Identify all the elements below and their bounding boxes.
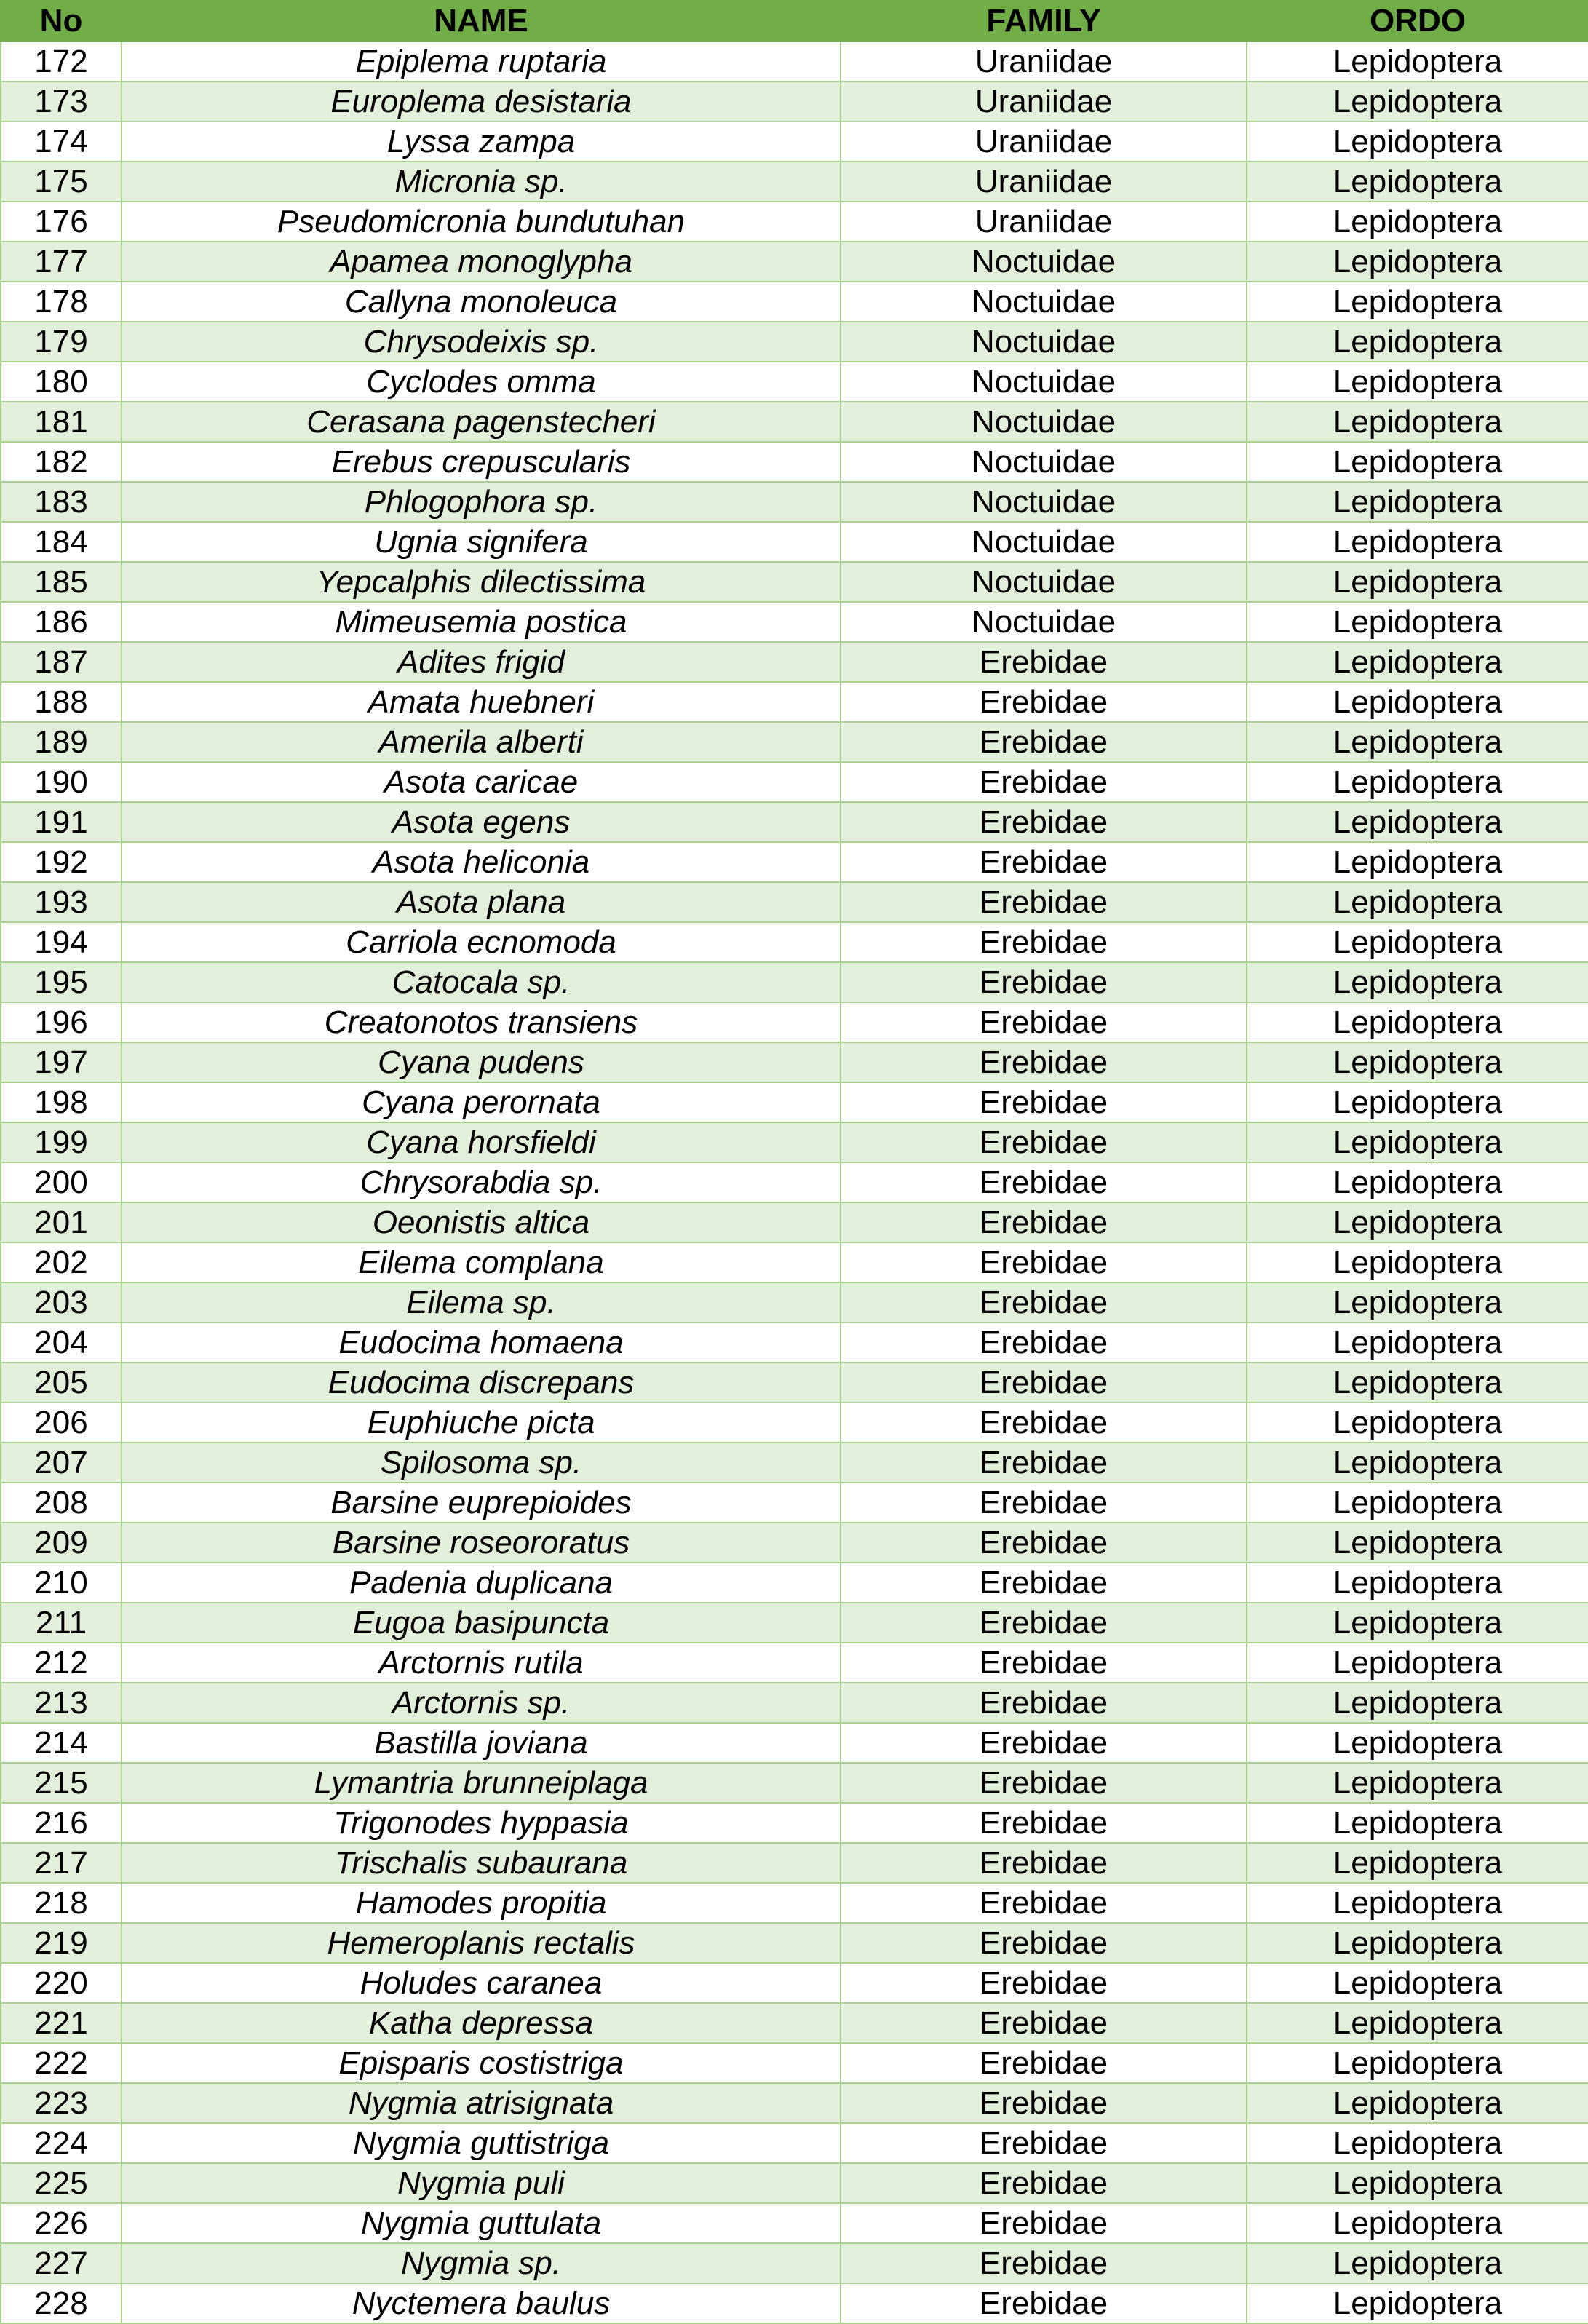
cell-name: Hemeroplanis rectalis [122,1923,841,1963]
cell-family: Erebidae [841,1282,1247,1322]
table-row [1,1202,1588,1242]
cell-no: 200 [1,1162,122,1202]
cell-family: Erebidae [841,1322,1247,1363]
cell-no: 198 [1,1082,122,1122]
table-row [1,2203,1588,2243]
table-row [1,1683,1588,1723]
table-row [1,2003,1588,2043]
table-body [1,41,1588,2323]
cell-no: 193 [1,882,122,922]
cell-family: Erebidae [841,1122,1247,1162]
cell-ordo: Lepidoptera [1247,1603,1588,1643]
cell-family: Erebidae [841,1162,1247,1202]
cell-family: Erebidae [841,1683,1247,1723]
cell-no: 215 [1,1763,122,1803]
cell-family: Erebidae [841,842,1247,882]
cell-family: Noctuidae [841,362,1247,402]
cell-name: Mimeusemia postica [122,602,841,642]
table-row [1,722,1588,762]
cell-no: 189 [1,722,122,762]
cell-family: Erebidae [841,2003,1247,2043]
cell-ordo: Lepidoptera [1247,1282,1588,1322]
cell-name: Padenia duplicana [122,1563,841,1603]
table-row [1,922,1588,962]
cell-name: Eudocima homaena [122,1322,841,1363]
cell-family: Erebidae [841,762,1247,802]
header-ordo: ORDO [1247,1,1588,41]
cell-name: Cyclodes omma [122,362,841,402]
cell-ordo: Lepidoptera [1247,1963,1588,2003]
cell-ordo: Lepidoptera [1247,2123,1588,2163]
cell-name: Nyctemera baulus [122,2283,841,2323]
cell-family: Erebidae [841,1963,1247,2003]
header-row [1,1,1588,41]
cell-ordo: Lepidoptera [1247,2163,1588,2203]
cell-family: Erebidae [841,1363,1247,1403]
cell-family: Erebidae [841,682,1247,722]
cell-name: Yepcalphis dilectissima [122,562,841,602]
cell-ordo: Lepidoptera [1247,162,1588,202]
cell-no: 226 [1,2203,122,2243]
table-row [1,1443,1588,1483]
table-row [1,962,1588,1002]
cell-name: Lyssa zampa [122,122,841,162]
cell-name: Pseudomicronia bundutuhan [122,202,841,242]
cell-ordo: Lepidoptera [1247,2003,1588,2043]
cell-family: Noctuidae [841,482,1247,522]
cell-family: Erebidae [841,722,1247,762]
cell-no: 190 [1,762,122,802]
cell-ordo: Lepidoptera [1247,1122,1588,1162]
cell-family: Erebidae [841,1002,1247,1042]
table-row [1,1643,1588,1683]
cell-no: 182 [1,442,122,482]
cell-family: Erebidae [841,2283,1247,2323]
cell-name: Chrysorabdia sp. [122,1162,841,1202]
cell-no: 204 [1,1322,122,1363]
header-name: NAME [122,1,841,41]
table-row [1,1603,1588,1643]
cell-no: 217 [1,1843,122,1883]
table-row [1,1282,1588,1322]
cell-name: Arctornis sp. [122,1683,841,1723]
table-row [1,562,1588,602]
cell-no: 228 [1,2283,122,2323]
table-row [1,1723,1588,1763]
cell-ordo: Lepidoptera [1247,882,1588,922]
cell-family: Noctuidae [841,322,1247,362]
cell-ordo: Lepidoptera [1247,41,1588,82]
table-row [1,1523,1588,1563]
cell-family: Erebidae [841,1603,1247,1643]
cell-family: Erebidae [841,1563,1247,1603]
cell-family: Erebidae [841,1202,1247,1242]
cell-no: 178 [1,282,122,322]
cell-family: Erebidae [841,802,1247,842]
cell-no: 173 [1,82,122,122]
cell-no: 195 [1,962,122,1002]
cell-name: Eudocima discrepans [122,1363,841,1403]
cell-ordo: Lepidoptera [1247,282,1588,322]
table-row [1,1963,1588,2003]
cell-no: 183 [1,482,122,522]
table-row [1,682,1588,722]
cell-ordo: Lepidoptera [1247,842,1588,882]
cell-ordo: Lepidoptera [1247,1643,1588,1683]
cell-name: Ugnia signifera [122,522,841,562]
cell-family: Noctuidae [841,562,1247,602]
cell-name: Erebus crepuscularis [122,442,841,482]
cell-name: Cyana horsfieldi [122,1122,841,1162]
table-row [1,41,1588,82]
cell-no: 192 [1,842,122,882]
cell-no: 201 [1,1202,122,1242]
table-row [1,1483,1588,1523]
cell-family: Erebidae [841,1843,1247,1883]
cell-no: 187 [1,642,122,682]
cell-ordo: Lepidoptera [1247,602,1588,642]
cell-ordo: Lepidoptera [1247,122,1588,162]
cell-no: 177 [1,242,122,282]
cell-no: 207 [1,1443,122,1483]
cell-family: Noctuidae [841,522,1247,562]
cell-no: 202 [1,1242,122,1282]
cell-family: Erebidae [841,1443,1247,1483]
cell-family: Uraniidae [841,202,1247,242]
cell-ordo: Lepidoptera [1247,1563,1588,1603]
table-row [1,2083,1588,2123]
cell-family: Erebidae [841,642,1247,682]
cell-no: 211 [1,1603,122,1643]
cell-ordo: Lepidoptera [1247,922,1588,962]
table-row [1,1563,1588,1603]
cell-ordo: Lepidoptera [1247,722,1588,762]
cell-family: Erebidae [841,2043,1247,2083]
cell-name: Micronia sp. [122,162,841,202]
table-row [1,82,1588,122]
cell-ordo: Lepidoptera [1247,82,1588,122]
cell-no: 175 [1,162,122,202]
cell-name: Asota plana [122,882,841,922]
cell-family: Erebidae [841,1923,1247,1963]
cell-family: Erebidae [841,2123,1247,2163]
cell-name: Europlema desistaria [122,82,841,122]
cell-name: Cyana pudens [122,1042,841,1082]
table-row [1,1122,1588,1162]
cell-family: Uraniidae [841,122,1247,162]
cell-name: Cerasana pagenstecheri [122,402,841,442]
table-row [1,122,1588,162]
cell-ordo: Lepidoptera [1247,1923,1588,1963]
cell-no: 219 [1,1923,122,1963]
table-row [1,2163,1588,2203]
cell-family: Noctuidae [841,402,1247,442]
cell-name: Adites frigid [122,642,841,682]
table-row [1,2243,1588,2283]
cell-name: Cyana perornata [122,1082,841,1122]
cell-ordo: Lepidoptera [1247,1723,1588,1763]
cell-name: Arctornis rutila [122,1643,841,1683]
cell-name: Asota egens [122,802,841,842]
cell-name: Oeonistis altica [122,1202,841,1242]
cell-no: 186 [1,602,122,642]
cell-family: Erebidae [841,1763,1247,1803]
table-row [1,1843,1588,1883]
cell-ordo: Lepidoptera [1247,1683,1588,1723]
cell-ordo: Lepidoptera [1247,402,1588,442]
cell-name: Creatonotos transiens [122,1002,841,1042]
cell-family: Erebidae [841,1883,1247,1923]
cell-ordo: Lepidoptera [1247,2043,1588,2083]
cell-no: 221 [1,2003,122,2043]
cell-ordo: Lepidoptera [1247,1883,1588,1923]
cell-family: Noctuidae [841,442,1247,482]
cell-family: Erebidae [841,922,1247,962]
cell-ordo: Lepidoptera [1247,482,1588,522]
table-row [1,242,1588,282]
cell-name: Barsine euprepioides [122,1483,841,1523]
cell-family: Erebidae [841,962,1247,1002]
cell-name: Callyna monoleuca [122,282,841,322]
cell-ordo: Lepidoptera [1247,1202,1588,1242]
table-row [1,602,1588,642]
cell-name: Nygmia guttistriga [122,2123,841,2163]
table-row [1,1363,1588,1403]
table-row [1,162,1588,202]
header-no: No [1,1,122,41]
cell-no: 196 [1,1002,122,1042]
cell-no: 188 [1,682,122,722]
cell-family: Erebidae [841,1082,1247,1122]
cell-family: Uraniidae [841,82,1247,122]
cell-ordo: Lepidoptera [1247,442,1588,482]
cell-ordo: Lepidoptera [1247,322,1588,362]
cell-name: Barsine roseororatus [122,1523,841,1563]
table-row [1,642,1588,682]
cell-no: 214 [1,1723,122,1763]
cell-ordo: Lepidoptera [1247,1803,1588,1843]
cell-no: 212 [1,1643,122,1683]
cell-name: Euphiuche picta [122,1403,841,1443]
cell-no: 174 [1,122,122,162]
cell-family: Noctuidae [841,242,1247,282]
cell-family: Erebidae [841,2203,1247,2243]
cell-ordo: Lepidoptera [1247,2083,1588,2123]
cell-name: Trischalis subaurana [122,1843,841,1883]
table-row [1,2123,1588,2163]
cell-no: 197 [1,1042,122,1082]
cell-no: 227 [1,2243,122,2283]
cell-ordo: Lepidoptera [1247,1082,1588,1122]
cell-name: Eilema complana [122,1242,841,1282]
table-row [1,322,1588,362]
cell-family: Erebidae [841,1403,1247,1443]
table-row [1,842,1588,882]
cell-name: Nygmia guttulata [122,2203,841,2243]
cell-ordo: Lepidoptera [1247,1162,1588,1202]
cell-name: Apamea monoglypha [122,242,841,282]
cell-ordo: Lepidoptera [1247,242,1588,282]
cell-name: Asota caricae [122,762,841,802]
cell-family: Erebidae [841,1042,1247,1082]
cell-no: 216 [1,1803,122,1843]
cell-ordo: Lepidoptera [1247,1763,1588,1803]
cell-ordo: Lepidoptera [1247,2283,1588,2323]
table-row [1,202,1588,242]
cell-ordo: Lepidoptera [1247,1363,1588,1403]
cell-name: Katha depressa [122,2003,841,2043]
cell-family: Noctuidae [841,602,1247,642]
table-row [1,1803,1588,1843]
cell-family: Erebidae [841,1242,1247,1282]
cell-no: 205 [1,1363,122,1403]
cell-name: Asota heliconia [122,842,841,882]
cell-name: Spilosoma sp. [122,1443,841,1483]
cell-ordo: Lepidoptera [1247,962,1588,1002]
table-row [1,522,1588,562]
cell-family: Erebidae [841,1723,1247,1763]
table-row [1,282,1588,322]
cell-no: 222 [1,2043,122,2083]
cell-family: Erebidae [841,2243,1247,2283]
cell-name: Carriola ecnomoda [122,922,841,962]
cell-name: Nygmia sp. [122,2243,841,2283]
table-row [1,1923,1588,1963]
table-row [1,1082,1588,1122]
cell-no: 191 [1,802,122,842]
cell-name: Phlogophora sp. [122,482,841,522]
cell-family: Uraniidae [841,162,1247,202]
table-row [1,1002,1588,1042]
cell-name: Epiplema ruptaria [122,41,841,82]
cell-no: 206 [1,1403,122,1443]
cell-family: Noctuidae [841,282,1247,322]
cell-name: Eugoa basipuncta [122,1603,841,1643]
table-row [1,1042,1588,1082]
cell-ordo: Lepidoptera [1247,802,1588,842]
cell-no: 210 [1,1563,122,1603]
cell-no: 220 [1,1963,122,2003]
cell-no: 176 [1,202,122,242]
cell-ordo: Lepidoptera [1247,522,1588,562]
cell-ordo: Lepidoptera [1247,682,1588,722]
cell-no: 225 [1,2163,122,2203]
cell-name: Catocala sp. [122,962,841,1002]
cell-ordo: Lepidoptera [1247,202,1588,242]
cell-ordo: Lepidoptera [1247,1443,1588,1483]
cell-name: Eilema sp. [122,1282,841,1322]
cell-family: Erebidae [841,2163,1247,2203]
cell-no: 213 [1,1683,122,1723]
cell-ordo: Lepidoptera [1247,1483,1588,1523]
cell-ordo: Lepidoptera [1247,762,1588,802]
cell-family: Erebidae [841,1643,1247,1683]
cell-family: Erebidae [841,1803,1247,1843]
cell-name: Nygmia atrisignata [122,2083,841,2123]
table-row [1,402,1588,442]
cell-no: 179 [1,322,122,362]
cell-name: Hamodes propitia [122,1883,841,1923]
header-family: FAMILY [841,1,1247,41]
cell-ordo: Lepidoptera [1247,1523,1588,1563]
table-row [1,1763,1588,1803]
cell-name: Holudes caranea [122,1963,841,2003]
cell-no: 224 [1,2123,122,2163]
cell-ordo: Lepidoptera [1247,1242,1588,1282]
table-row [1,1162,1588,1202]
cell-no: 184 [1,522,122,562]
cell-no: 199 [1,1122,122,1162]
cell-no: 172 [1,41,122,82]
table-row [1,362,1588,402]
table-row [1,1322,1588,1363]
cell-no: 194 [1,922,122,962]
cell-no: 218 [1,1883,122,1923]
cell-ordo: Lepidoptera [1247,2203,1588,2243]
table-row [1,802,1588,842]
cell-no: 208 [1,1483,122,1523]
cell-no: 180 [1,362,122,402]
table-row [1,762,1588,802]
cell-no: 185 [1,562,122,602]
cell-no: 181 [1,402,122,442]
cell-ordo: Lepidoptera [1247,1042,1588,1082]
table-row [1,1242,1588,1282]
cell-family: Uraniidae [841,41,1247,82]
cell-ordo: Lepidoptera [1247,562,1588,602]
cell-family: Erebidae [841,1523,1247,1563]
cell-ordo: Lepidoptera [1247,1002,1588,1042]
table-row [1,882,1588,922]
cell-name: Episparis costistriga [122,2043,841,2083]
table-row [1,442,1588,482]
cell-name: Lymantria brunneiplaga [122,1763,841,1803]
cell-ordo: Lepidoptera [1247,362,1588,402]
cell-name: Nygmia puli [122,2163,841,2203]
cell-ordo: Lepidoptera [1247,642,1588,682]
cell-ordo: Lepidoptera [1247,1403,1588,1443]
cell-name: Amata huebneri [122,682,841,722]
cell-name: Chrysodeixis sp. [122,322,841,362]
cell-family: Erebidae [841,882,1247,922]
cell-no: 209 [1,1523,122,1563]
cell-family: Erebidae [841,1483,1247,1523]
cell-name: Bastilla joviana [122,1723,841,1763]
cell-no: 223 [1,2083,122,2123]
table-row [1,1883,1588,1923]
table-row [1,482,1588,522]
cell-ordo: Lepidoptera [1247,2243,1588,2283]
cell-no: 203 [1,1282,122,1322]
cell-ordo: Lepidoptera [1247,1843,1588,1883]
cell-family: Erebidae [841,2083,1247,2123]
cell-name: Trigonodes hyppasia [122,1803,841,1843]
cell-name: Amerila alberti [122,722,841,762]
table-row [1,1403,1588,1443]
table-row [1,2043,1588,2083]
cell-ordo: Lepidoptera [1247,1322,1588,1363]
table-row [1,2283,1588,2323]
